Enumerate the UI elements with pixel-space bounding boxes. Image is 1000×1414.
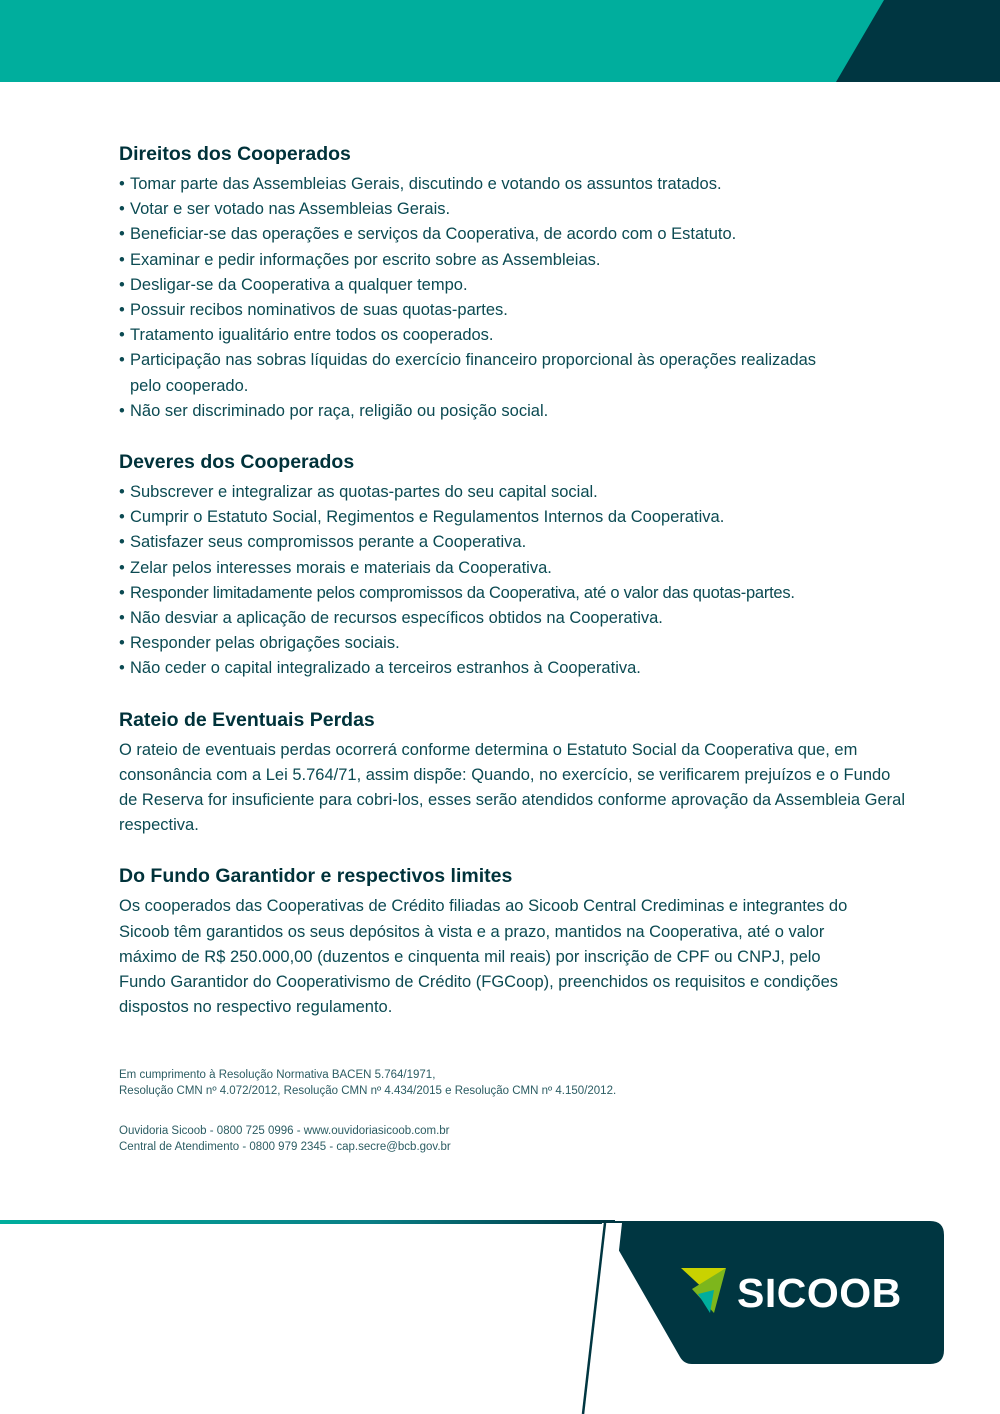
section-title: Rateio de Eventuais Perdas [119, 708, 375, 731]
list-item: • Não ceder o capital integralizado a terceiros estranhos à Cooperativa. [119, 656, 909, 681]
list-item: • Subscrever e integralizar as quotas-partes do seu capital social. [119, 480, 909, 505]
list-item: • Tomar parte das Assembleias Gerais, discutindo e votando os assuntos tratados. [119, 172, 909, 197]
top-banner [0, 0, 1000, 82]
section-paragraph: Os cooperados das Cooperativas de Crédito filiadas ao Sicoob Central Crediminas e integrantes do Sicoob têm garantidos os seus depósitos à vista e a prazo, mantidos na Cooperativa, até o valor máximo de R$ 250.000,00 (duzentos e cinquenta mil reais) por inscrição de CPF ou CNPJ, pelo Fundo Garantidor do Cooperativismo de Crédito (FGCoop), preenchidos os requisitos e condições dispostos no respectivo regulamento. [119, 897, 848, 1017]
legal-line: Resolução CMN nº 4.072/2012, Resolução CMN nº 4.434/2015 e Resolução CMN nº 4.150/2012. [119, 1085, 617, 1097]
list-item: • Beneficiar-se das operações e serviços da Cooperativa, de acordo com o Estatuto. [119, 222, 909, 247]
list-item: • Satisfazer seus compromissos perante a Cooperativa. [119, 530, 909, 555]
list-item: • Votar e ser votado nas Assembleias Gerais. [119, 197, 909, 222]
section-title: Deveres dos Cooperados [119, 451, 355, 474]
list-item: • Examinar e pedir informações por escrito sobre as Assembleias. [119, 248, 909, 273]
section-title: Do Fundo Garantidor e respectivos limites [119, 865, 513, 888]
list-item: • Zelar pelos interesses morais e materiais da Cooperativa. [119, 556, 909, 581]
list-item: • Responder limitadamente pelos compromissos da Cooperativa, até o valor das quotas-partes. [119, 581, 909, 606]
main-content [119, 140, 909, 1044]
legal-line: Em cumprimento à Resolução Normativa BACEN 5.764/1971, [119, 1069, 436, 1081]
ombudsman-contact: Ouvidoria Sicoob - 0800 725 0996 - www.ouvidoriasicoob.com.br [119, 1125, 450, 1137]
list-item: • Responder pelas obrigações sociais. [119, 631, 909, 656]
list-item: • Possuir recibos nominativos de suas quotas-partes. [119, 298, 909, 323]
sicoob-logo-text: SICOOB [737, 1270, 902, 1316]
list-item: • Não desviar a aplicação de recursos específicos obtidos na Cooperativa. [119, 606, 909, 631]
section-deveres [119, 448, 909, 682]
list-item: • Desligar-se da Cooperativa a qualquer tempo. [119, 273, 909, 298]
section-fundo-garantidor [119, 862, 909, 1020]
section-paragraph: O rateio de eventuais perdas ocorrerá conforme determina o Estatuto Social da Cooperativa que, em consonância com a Lei 5.764/71, assim dispõe: Quando, no exercício, se verificarem prejuízos e o Fundo de Reserva for insuficiente para cobri-los, esses serão atendidos conforme aprovação da Assembleia Geral respectiva. [119, 740, 905, 835]
rights-list [119, 172, 909, 424]
list-item: • Participação nas sobras líquidas do exercício financeiro proporcional às operações realizadas pelo cooperado. [119, 348, 820, 398]
list-item: • Não ser discriminado por raça, religião ou posição social. [119, 399, 909, 424]
service-center-contact: Central de Atendimento - 0800 979 2345 - cap.secre@bcb.gov.br [119, 1141, 451, 1153]
section-rateio [119, 706, 909, 839]
section-title: Direitos dos Cooperados [119, 143, 351, 165]
list-item: • Cumprir o Estatuto Social, Regimentos e Regulamentos Internos da Cooperativa. [119, 505, 909, 530]
section-direitos [119, 140, 909, 424]
legal-notes [119, 1067, 819, 1155]
duties-list [119, 480, 909, 682]
list-item: • Tratamento igualitário entre todos os cooperados. [119, 323, 909, 348]
